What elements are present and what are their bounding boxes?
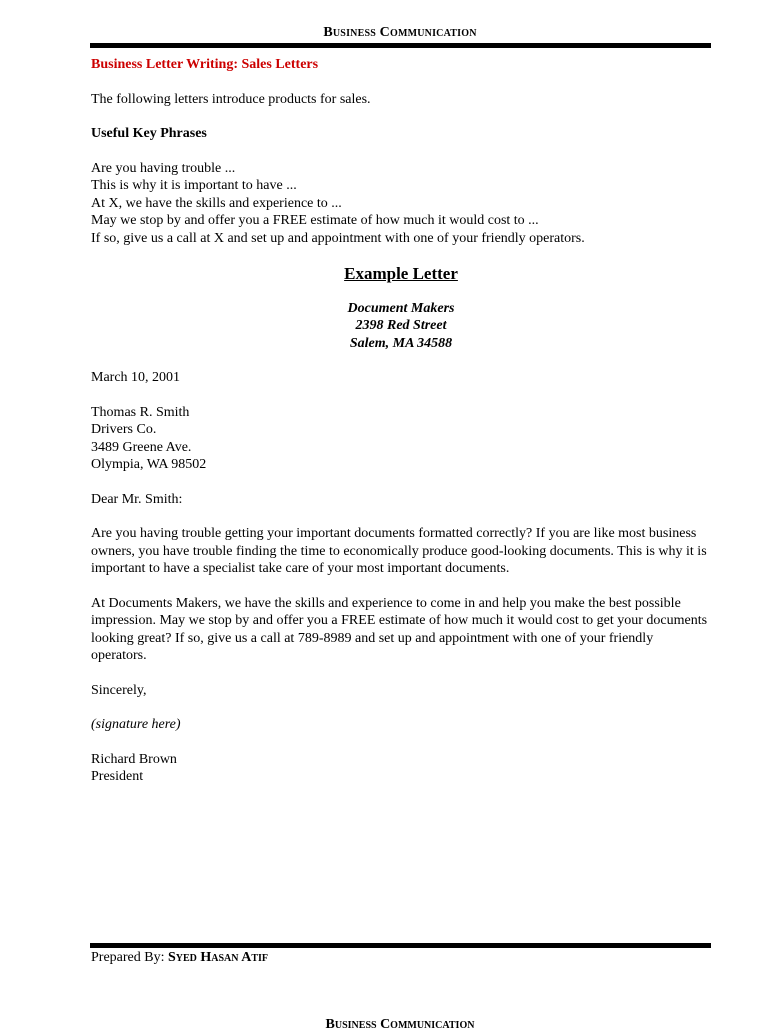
example-letter-heading: Example Letter	[344, 264, 458, 283]
sender-street: 2398 Red Street	[355, 318, 447, 333]
recipient-city: Olympia, WA 98502	[91, 457, 207, 472]
letter-date: March 10, 2001	[91, 370, 181, 385]
closing: Sincerely,	[91, 682, 147, 698]
signer-title: President	[91, 769, 144, 784]
footer-label: Prepared By:	[91, 950, 165, 965]
phrase-item: Are you having trouble ...	[91, 160, 236, 176]
phrase-item: If so, give us a call at X and set up and appointment with one of your friendly operators.	[91, 230, 585, 246]
signature-placeholder: (signature here)	[91, 717, 181, 732]
footer-author: Syed Hasan Atif	[167, 950, 269, 965]
section-title: Business Letter Writing: Sales Letters	[91, 57, 319, 72]
recipient-company: Drivers Co.	[91, 422, 157, 437]
phrases-heading: Useful Key Phrases	[91, 126, 207, 141]
intro-text: The following letters introduce products for sales.	[91, 91, 371, 107]
letter-paragraph: At Documents Makers, we have the skills and experience to come in and help you make the best possible impression. May we stop by and offer you a FREE estimate of how much it would cost to get your documents looking great? If so, give us a call at 789-8989 and set up and appointment with one of your friendly operators.	[91, 595, 708, 663]
header-rule	[90, 43, 711, 48]
phrase-item: May we stop by and offer you a FREE estimate of how much it would cost to ...	[91, 213, 539, 228]
letter-paragraph: Are you having trouble getting your important documents formatted correctly? If you are like most business owners, you have trouble finding the time to economically produce good-looking documents. This is why it is important to have a specialist take care of your most important documents.	[91, 526, 707, 576]
recipient-name: Thomas R. Smith	[91, 404, 190, 420]
salutation: Dear Mr. Smith:	[91, 491, 183, 507]
phrase-item: At X, we have the skills and experience to ...	[91, 195, 342, 211]
signer-name: Richard Brown	[91, 751, 177, 767]
footer-rule	[90, 943, 711, 948]
next-page-header: Business Communication	[325, 1017, 475, 1032]
running-header: Business Communication	[323, 25, 477, 40]
recipient-street: 3489 Greene Ave.	[91, 439, 192, 455]
page-content	[91, 56, 711, 786]
sender-address	[91, 300, 711, 353]
phrase-item: This is why it is important to have ...	[91, 178, 297, 193]
sender-company: Document Makers	[347, 300, 455, 316]
recipient-address	[91, 404, 711, 474]
sender-city: Salem, MA 34588	[349, 335, 453, 351]
page-footer	[91, 950, 268, 966]
